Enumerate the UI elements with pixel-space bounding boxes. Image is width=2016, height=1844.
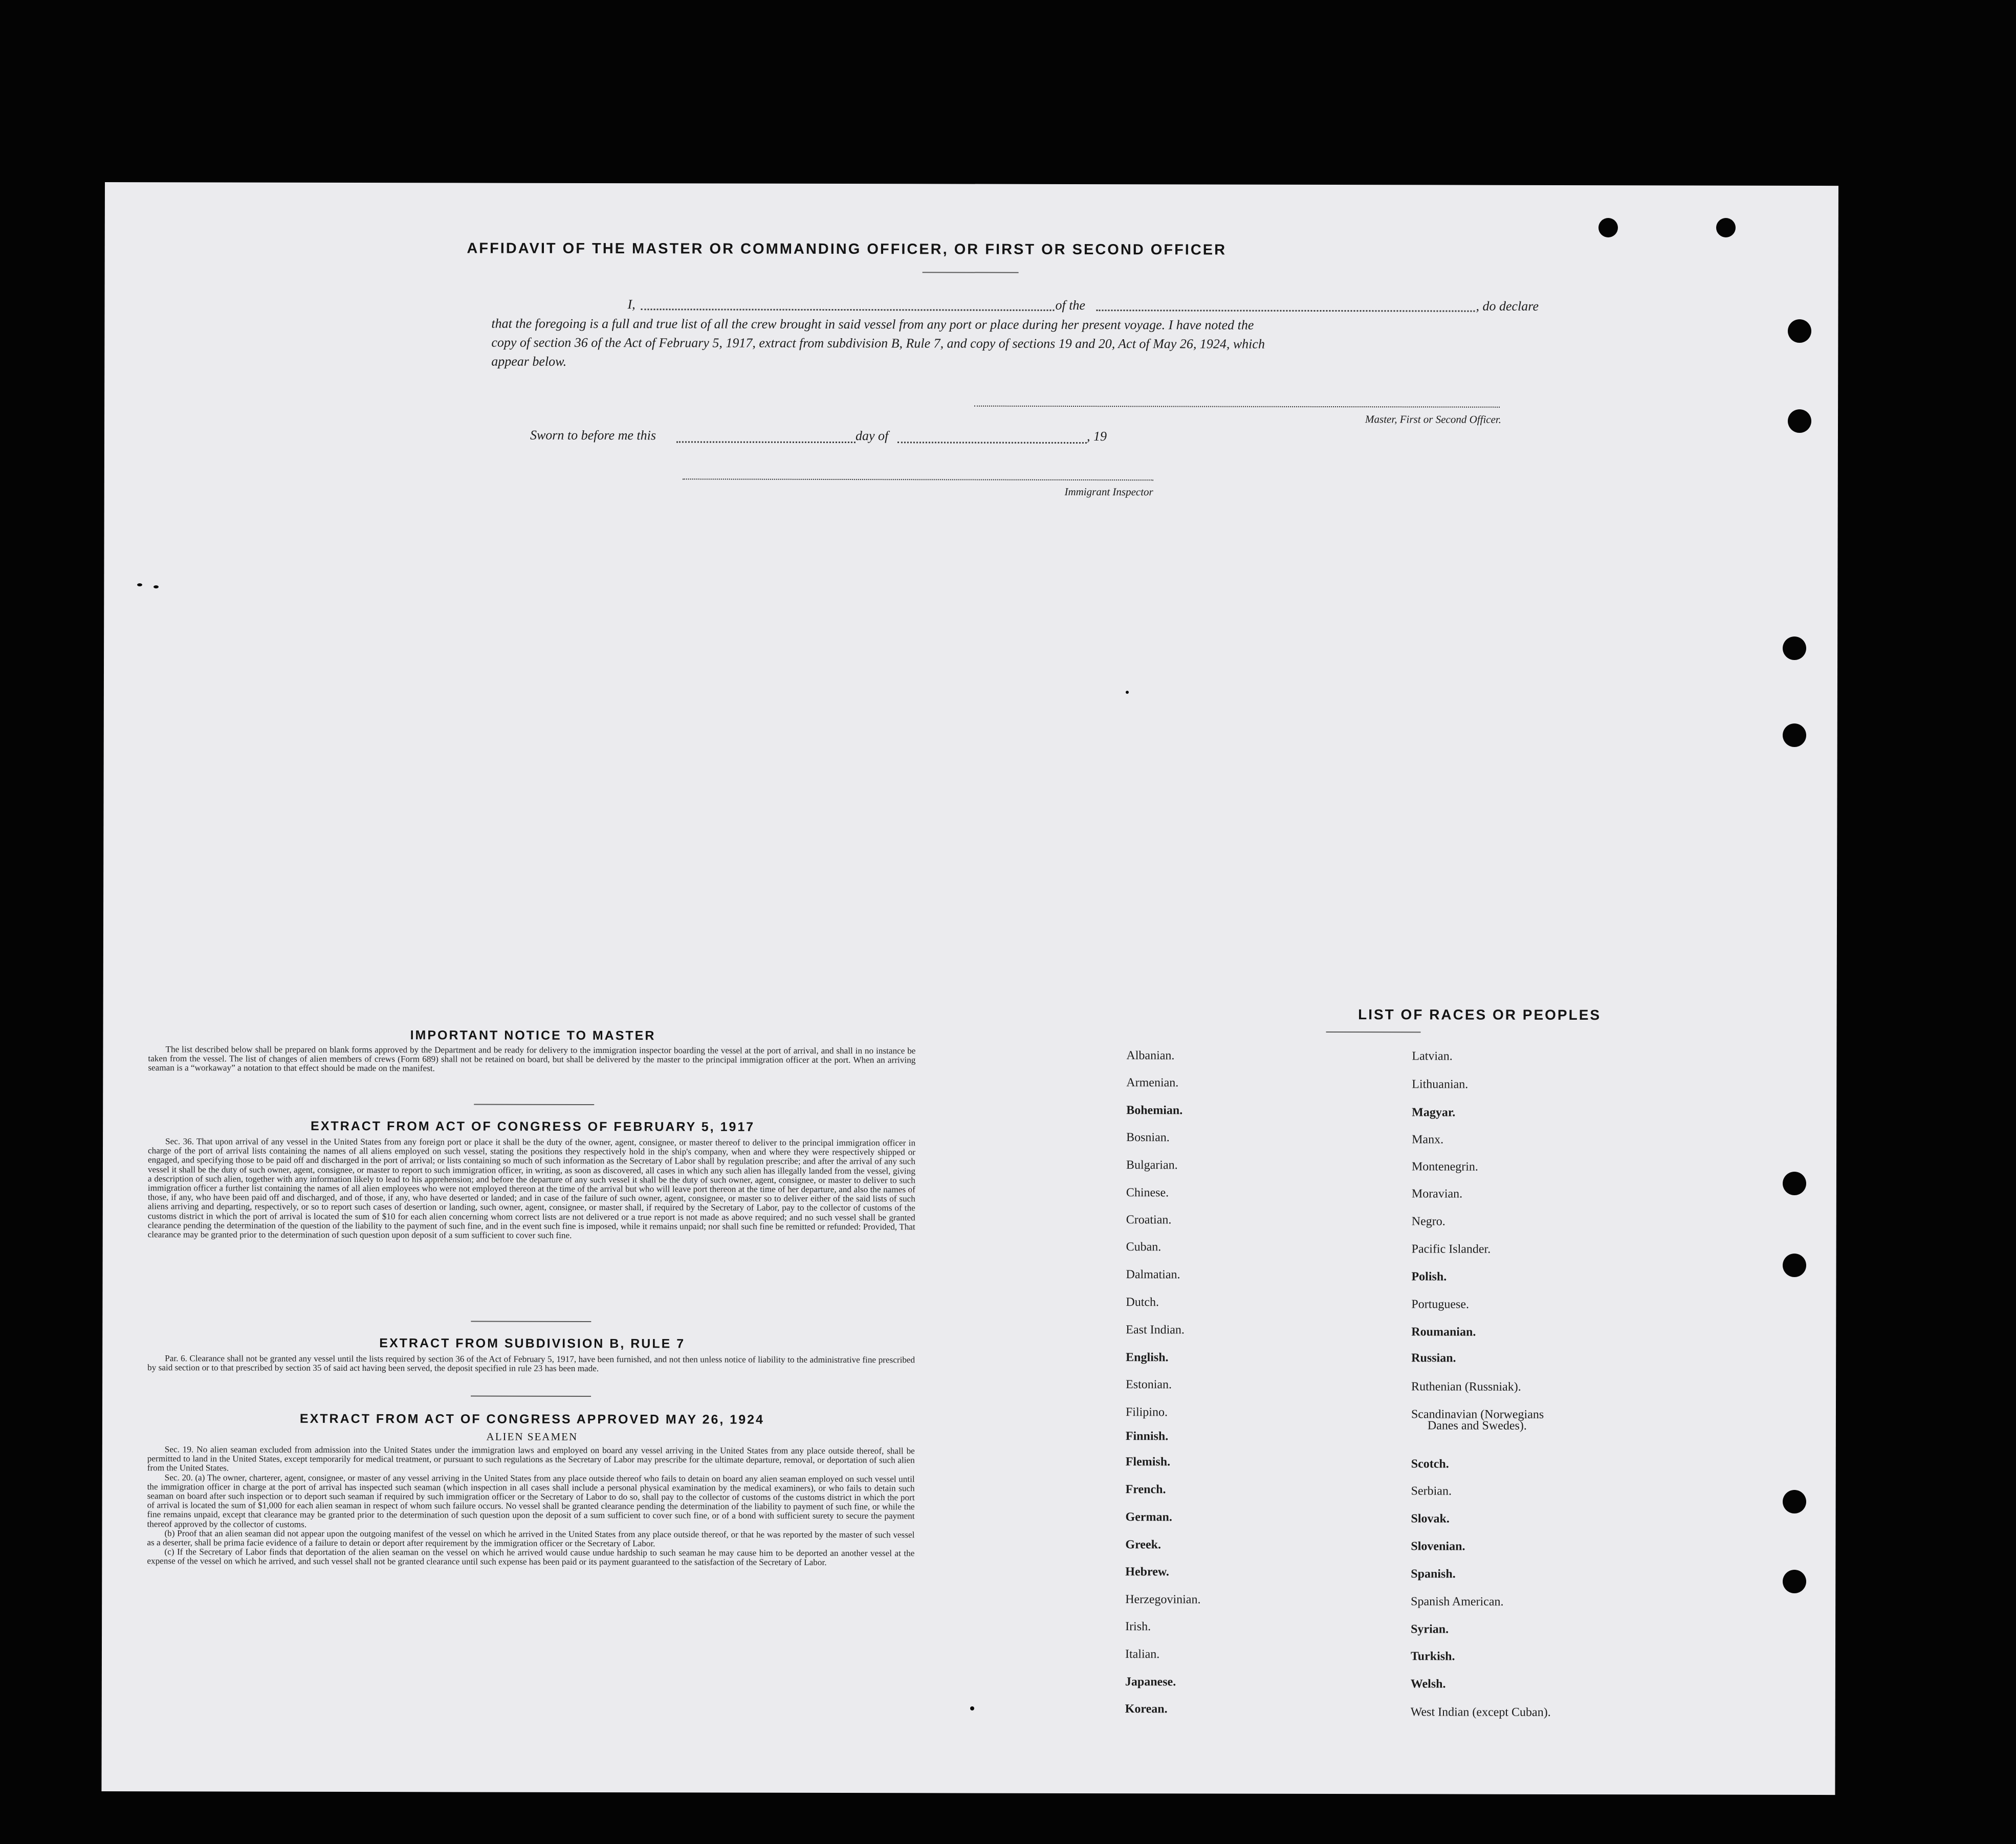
binder-hole <box>1783 1172 1806 1195</box>
notice-divider <box>474 1104 594 1105</box>
race-item: Moravian. <box>1411 1187 1463 1201</box>
race-item: Japanese. <box>1125 1675 1176 1689</box>
races-divider <box>1326 1031 1421 1033</box>
notice-title: IMPORTANT NOTICE TO MASTER <box>410 1028 656 1043</box>
race-item: Korean. <box>1125 1702 1168 1716</box>
extract-rule7-divider <box>471 1396 591 1397</box>
sec-20c-paragraph: (c) If the Secretary of Labor finds that deportation of the alien seaman on the vessel on which he arrived would cause undue hardship to such seaman he may cause him to be deported an another vessel at the expense of the vessel on which he arrived, and such vessel shall not be granted clearance until such expense has been paid or its payment guaranteed to the satisfaction of the Secretary of Labor. <box>147 1547 915 1568</box>
extract-rule7-body: Par. 6. Clearance shall not be granted any vessel until the lists required by section 36 of the Act of February 5, 1917, have been furnished, and not then unless notice of liability to the administrative fine prescribed by said section or to that prescribed by section 35 of said act having been served, the deposit specified in rule 23 has been made. <box>147 1353 915 1374</box>
extract-rule7-title: EXTRACT FROM SUBDIVISION B, RULE 7 <box>379 1336 686 1351</box>
race-item: Albanian. <box>1126 1049 1175 1063</box>
sworn-month-blank-line[interactable] <box>897 442 1087 444</box>
year-label: , 19 <box>1086 429 1107 444</box>
binder-hole <box>1783 1490 1806 1513</box>
vessel-blank-line[interactable] <box>1096 310 1475 312</box>
extract-1917-divider <box>471 1321 591 1322</box>
race-item: Irish. <box>1125 1620 1151 1634</box>
race-item: Serbian. <box>1411 1484 1452 1498</box>
race-item: Manx. <box>1412 1133 1444 1147</box>
race-item: Italian. <box>1125 1648 1160 1661</box>
title-divider <box>923 272 1019 273</box>
name-blank-line[interactable] <box>641 309 1054 311</box>
dust-speck <box>137 583 142 586</box>
binder-hole <box>1783 1570 1806 1593</box>
binder-hole <box>1783 723 1806 747</box>
binder-hole <box>1783 636 1806 660</box>
i-label: I, <box>627 297 636 312</box>
race-item: German. <box>1125 1510 1172 1524</box>
race-item: Pacific Islander. <box>1411 1242 1491 1256</box>
race-item: Croatian. <box>1126 1213 1172 1227</box>
race-item: Lithuanian. <box>1412 1078 1469 1091</box>
race-item: Portuguese. <box>1411 1298 1470 1311</box>
race-item: Russian. <box>1411 1351 1456 1365</box>
race-item: Negro. <box>1411 1215 1445 1228</box>
race-item: Finnish. <box>1125 1430 1169 1443</box>
affidavit-title: AFFIDAVIT OF THE MASTER OR COMMANDING OFFICER, OR FIRST OR SECOND OFFICER <box>467 240 1227 258</box>
race-item: Danes and Swedes). <box>1427 1419 1527 1433</box>
race-item: Bohemian. <box>1126 1104 1183 1117</box>
sec-19-paragraph: Sec. 19. No alien seaman excluded from admission into the United States under the immigration laws and employed on board any vessel arriving in the United States from any place outside thereof, shall be permitted to land in the United States, except temporarily for medical treatment, or pursuant to such regulations as the Secretary of Labor may prescribe for the ultimate departure, removal, or deportation of such alien from the United States. <box>147 1444 915 1473</box>
sworn-label: Sworn to before me this <box>530 427 656 443</box>
affidavit-line-3: copy of section 36 of the Act of February 5, 1917, extract from subdivision B, Rule 7, and copy of sections 19 and 20, Act of May 26, 1924, which <box>491 335 1265 352</box>
sec-20a-paragraph: Sec. 20. (a) The owner, charterer, agent, consignee, or master of any vessel arriving in the United States from any place outside thereof who fails to detain on board any alien seaman employed on such vessel until the immigration officer in charge at the port of arrival has inspected such seaman (which inspection in all cases shall include a personal physical examination by the medical examiners), or who fails to detain such seaman on board after such inspection or to deport such seaman if required by such immigration officer or the Secretary of Labor to do so, shall pay to the collector of customs of the customs district in which the port of arrival is located the sum of $1,000 for each alien seaman in respect of whom such failure occurs. No vessel shall be granted clearance pending the determination of the liability to payment of such fine, or while the fine remains unpaid, except that clearance may be granted prior to the determination of such question upon the deposit of a sum sufficient to cover such fine, or of a bond with sufficient surety to secure the payment thereof approved by the collector of customs. <box>147 1472 915 1529</box>
do-declare-label: , do declare <box>1476 298 1539 314</box>
race-item: Polish. <box>1411 1270 1447 1284</box>
notice-body: The list described below shall be prepared on blank forms approved by the Department and be ready for delivery to the immigration inspector boarding the vessel at the port of arrival, and shall in no instance be taken from the vessel. The list of changes of alien members of crews (Form 689) shall not be retained on board, but shall be delivered by the master to the principal immigration officer at the port. When an arriving seaman is a “workaway” a notation to that effect should be made on the manifest. <box>148 1044 916 1073</box>
race-item: Filipino. <box>1125 1406 1168 1419</box>
master-signature-line[interactable] <box>974 406 1500 408</box>
race-item: Scotch. <box>1411 1457 1449 1471</box>
binder-hole <box>1783 1254 1806 1277</box>
race-item: Herzegovinian. <box>1125 1593 1201 1607</box>
race-item: Scandinavian (Norwegians <box>1411 1408 1544 1421</box>
race-item: Slovenian. <box>1411 1540 1465 1553</box>
race-item: Spanish. <box>1411 1567 1456 1581</box>
race-item: West Indian (except Cuban). <box>1410 1705 1551 1719</box>
affidavit-line-2: that the foregoing is a full and true list of all the crew brought in said vessel from any port or place during her present voyage. I have noted the <box>491 316 1254 333</box>
extract-1924-title: EXTRACT FROM ACT OF CONGRESS APPROVED MAY 26, 1924 <box>299 1411 764 1427</box>
sec-20b-paragraph: (b) Proof that an alien seaman did not appear upon the outgoing manifest of the vessel on which he arrived in the United States from any place outside thereof, or that he was reported by the master of such vessel as a deserter, shall be prima facie evidence of a failure to detain or deport after requirement by the immigration officer or the Secretary of Labor. <box>147 1528 915 1549</box>
race-item: Magyar. <box>1412 1106 1456 1119</box>
race-item: Ruthenian (Russniak). <box>1411 1380 1521 1394</box>
day-of-label: day of <box>855 428 889 444</box>
inspector-signature-line[interactable] <box>683 478 1153 480</box>
race-item: Estonian. <box>1126 1378 1172 1392</box>
of-the-label: of the <box>1055 297 1086 313</box>
race-item: English. <box>1126 1351 1169 1365</box>
extract-1917-body: Sec. 36. That upon arrival of any vessel in the United States from any foreign port or place it shall be the duty of the owner, agent, consignee, or master thereof to deliver to the principal immigration officer in charge of the port of arrival lists containing the names of all aliens employed on such vessel, stating the positions they respectively hold in the ship's company, when and where they were respectively shipped or engaged, and specifying those to be paid off and discharged in the port of arrival; or lists containing so much of such information as the Secretary of Labor shall by regulation prescribe; and after the arrival of any such vessel it shall be the duty of such owner, agent, consignee, or master to report to such immigration officer, in writing, as soon as discovered, all cases in which any such alien has illegally landed from the vessel, giving a description of such alien, together with any information likely to lead to his apprehension; and before the departure of any such vessel it shall be the duty of such owner, agent, consignee, or master to deliver to such immigration officer a further list containing the names of all alien employees who were not employed thereon at the time of the arrival but who will leave port thereon at the time of her departure, and also the names of those, if any, who have been paid off and discharged, and of those, if any, who have deserted or landed; and in case of the failure of such owner, agent, consignee, or master so to deliver either of the said lists of such aliens arriving and departing, respectively, or so to report such cases of desertion or landing, such owner, agent, consignee, or master shall, if required by the Secretary of Labor, pay to the collector of customs of the customs district in which the port of arrival is located the sum of $10 for each alien concerning whom correct lists are not delivered or a true report is not made as above required; and no such vessel shall be granted clearance pending the determination of the question of the liability to the payment of such fine, and in the event such fine is imposed, while it remains unpaid; nor shall such fine be remitted or refunded: Provided, That clearance may be granted prior to the determination of such question upon deposit of a sum sufficient to cover such fine. <box>147 1136 916 1240</box>
race-item: Dalmatian. <box>1126 1268 1180 1282</box>
binder-hole <box>1598 218 1618 237</box>
race-item: East Indian. <box>1126 1323 1185 1337</box>
race-item: Chinese. <box>1126 1186 1169 1200</box>
race-item: Montenegrin. <box>1411 1160 1478 1174</box>
race-item: Spanish American. <box>1411 1595 1504 1609</box>
race-item: Syrian. <box>1411 1622 1449 1636</box>
race-item: Bulgarian. <box>1126 1158 1178 1172</box>
dust-speck <box>154 585 159 588</box>
race-item: Bosnian. <box>1126 1131 1170 1145</box>
binder-hole <box>1788 319 1811 343</box>
race-item: Cuban. <box>1126 1240 1162 1254</box>
race-item: Turkish. <box>1410 1650 1455 1663</box>
dust-speck <box>1126 691 1129 694</box>
race-item: Greek. <box>1125 1538 1162 1552</box>
affidavit-line-4: appear below. <box>491 354 567 369</box>
master-signature-caption: Master, First or Second Officer. <box>1365 413 1502 426</box>
race-item: Dutch. <box>1126 1296 1159 1309</box>
race-item: Hebrew. <box>1125 1565 1169 1579</box>
race-item: French. <box>1125 1483 1166 1497</box>
sworn-day-blank-line[interactable] <box>676 441 856 443</box>
extract-1917-title: EXTRACT FROM ACT OF CONGRESS OF FEBRUARY 5, 1917 <box>311 1118 755 1134</box>
race-item: Latvian. <box>1412 1049 1453 1063</box>
dust-speck <box>970 1706 974 1710</box>
binder-hole <box>1716 218 1736 237</box>
extract-1924-body <box>147 1445 914 1568</box>
race-item: Slovak. <box>1411 1512 1450 1526</box>
binder-hole <box>1788 409 1811 433</box>
inspector-signature-caption: Immigrant Inspector <box>1064 485 1153 498</box>
document-page <box>101 182 1838 1795</box>
race-item: Armenian. <box>1126 1076 1179 1090</box>
races-title: LIST OF RACES OR PEOPLES <box>1358 1006 1602 1023</box>
race-item: Flemish. <box>1125 1455 1171 1469</box>
race-item: Welsh. <box>1410 1677 1446 1691</box>
alien-seamen-subtitle: ALIEN SEAMEN <box>486 1430 578 1443</box>
race-item: Roumanian. <box>1411 1325 1476 1339</box>
